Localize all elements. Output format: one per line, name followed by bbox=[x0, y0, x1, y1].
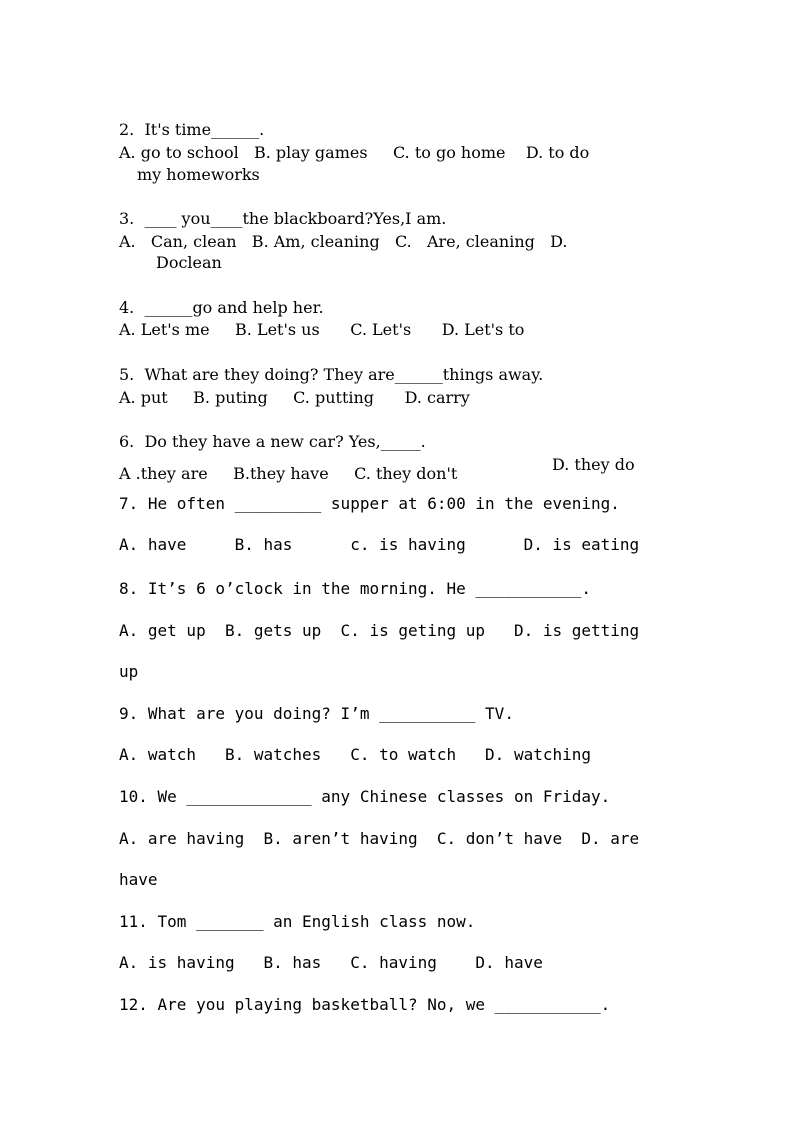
question-9-stem: 9. What are you doing? I’m __________ TV. bbox=[119, 704, 514, 723]
question-6-options: A .they are B.they have C. they don't bbox=[119, 464, 458, 483]
question-4-options: A. Let's me B. Let's us C. Let's D. Let's to bbox=[119, 320, 525, 339]
question-10-options-cont: have bbox=[119, 870, 158, 889]
question-2-stem: 2. It's time______. bbox=[119, 120, 265, 139]
question-5-options: A. put B. puting C. putting D. carry bbox=[119, 388, 470, 407]
question-10-stem: 10. We _____________ any Chinese classes on Friday. bbox=[119, 787, 611, 806]
question-3-options: A. Can, clean B. Am, cleaning C. Are, cleaning D. bbox=[119, 232, 568, 251]
question-7-options: A. have B. has c. is having D. is eating bbox=[119, 535, 640, 554]
question-8-options: A. get up B. gets up C. is geting up D. is getting bbox=[119, 621, 640, 640]
question-3-stem: 3. ____ you____the blackboard?Yes,I am. bbox=[119, 209, 447, 228]
question-6-option-d: D. they do bbox=[552, 455, 635, 474]
question-7-stem: 7. He often _________ supper at 6:00 in the evening. bbox=[119, 494, 620, 513]
question-4-stem: 4. ______go and help her. bbox=[119, 298, 324, 317]
question-12-stem: 12. Are you playing basketball? No, we ___________. bbox=[119, 995, 611, 1014]
question-9-options: A. watch B. watches C. to watch D. watching bbox=[119, 745, 592, 764]
question-10-options: A. are having B. aren’t having C. don’t have D. are bbox=[119, 829, 640, 848]
question-6-stem: 6. Do they have a new car? Yes,_____. bbox=[119, 432, 426, 451]
question-2-options: A. go to school B. play games C. to go home D. to do bbox=[119, 143, 590, 162]
question-8-stem: 8. It’s 6 o’clock in the morning. He ___________. bbox=[119, 579, 592, 598]
question-2-options-cont: my homeworks bbox=[137, 165, 260, 184]
question-3-options-cont: Doclean bbox=[156, 253, 222, 272]
question-5-stem: 5. What are they doing? They are______things away. bbox=[119, 365, 544, 384]
question-8-options-cont: up bbox=[119, 662, 139, 681]
question-11-options: A. is having B. has C. having D. have bbox=[119, 953, 543, 972]
question-11-stem: 11. Tom _______ an English class now. bbox=[119, 912, 476, 931]
